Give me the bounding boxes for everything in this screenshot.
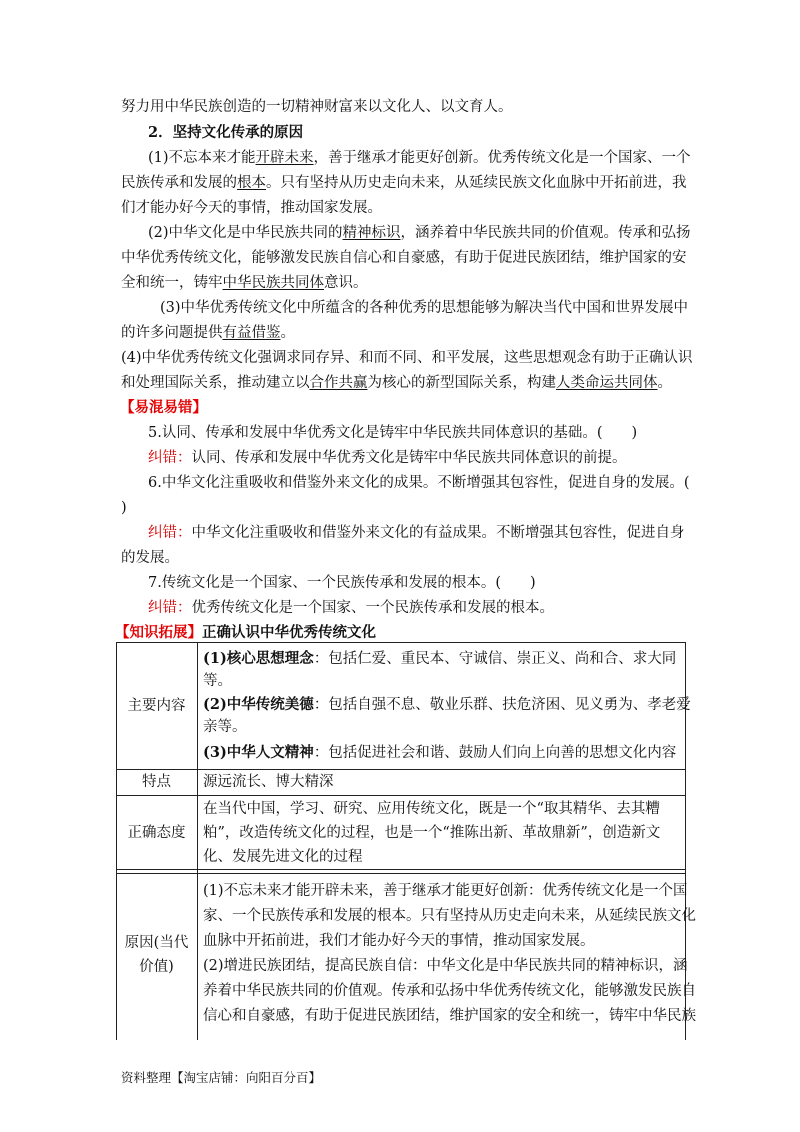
row-label-attitude: 正确态度: [127, 825, 186, 841]
reason-2-line-2: 中华优秀传统文化，能够激发民族自信心和自豪感，有助于促进民族团结，维护国家的安: [121, 250, 687, 266]
row-label-reasons-line-2: 价值): [139, 959, 174, 975]
reason-1-line-1: (1)不忘本来才能开辟未来，善于继承才能更好创新。优秀传统文化是一个国家、一个: [148, 150, 691, 166]
knowledge-table: [116, 642, 696, 1040]
intro-line: 努力用中华民族创造的一切精神财富来以文化人、以文育人。: [121, 99, 513, 115]
reasons-line-3: 血脉中开拓前进，我们才能办好今天的事情，推动国家发展。: [203, 933, 595, 949]
reasons-line-6: 信心和自豪感，有助于促进民族团结，维护国家的安全和统一，铸牢中华民族: [203, 1008, 696, 1024]
attitude-line-2: 粕”，改造传统文化的过程，也是一个“推陈出新、革故鼎新”，创造新文: [203, 825, 661, 841]
reason-4-line-1: (4)中华优秀传统文化强调求同存异、和而不同、和平发展，这些思想观念有助于正确认识: [121, 350, 693, 366]
row-label-main-content: 主要内容: [127, 698, 186, 714]
features-text: 源远流长、博大精深: [203, 774, 334, 790]
underlined-term: 合作共赢: [309, 375, 368, 391]
attitude-line-1: 在当代中国，学习、研究、应用传统文化，既是一个“取其精华、去其糟: [203, 801, 660, 817]
table-border: [116, 642, 686, 643]
question-5: 5.认同、传承和发展中华优秀文化是铸牢中华民族共同体意识的基础。( ): [148, 425, 638, 441]
correction-6-line-1: 纠错：中华文化注重吸收和借鉴外来文化的有益成果。不断增强其包容性，促进自身: [148, 525, 685, 541]
reason-4-line-2: 和处理国际关系，推动建立以合作共赢为核心的新型国际关系，构建人类命运共同体。: [121, 375, 672, 391]
underlined-term: 精神标识: [342, 225, 401, 241]
reason-1-line-2: 民族传承和发展的根本。只有坚持从历史走向未来，从延续民族文化血脉中开拓前进，我: [121, 175, 687, 191]
row-label-features: 特点: [142, 774, 171, 790]
underlined-term: 有益借鉴: [222, 325, 281, 341]
correction-7: 纠错：优秀传统文化是一个国家、一个民族传承和发展的根本。: [148, 600, 554, 616]
reason-3-line-2: 的许多问题提供有益借鉴。: [121, 325, 295, 341]
table-border: [116, 873, 686, 874]
main-content-item-1-line-1: (1)核心思想理念：包括仁爱、重民本、守诚信、崇正义、尚和合、求大同: [203, 650, 677, 667]
main-content-item-3-line-1: (3)中华人文精神：包括促进社会和谐、鼓励人们向上向善的思想文化内容: [203, 744, 677, 761]
underlined-term: 中华民族共同体: [222, 275, 324, 291]
section-title: 2．坚持文化传承的原因: [148, 124, 304, 141]
underlined-term: 开辟未来: [255, 150, 314, 166]
underlined-term: 根本: [237, 175, 266, 191]
correction-6-line-2: 的发展。: [121, 550, 179, 566]
table-border: [116, 869, 686, 870]
question-6-line-1: 6.中华文化注重吸收和借鉴外来文化的成果。不断增强其包容性，促进自身的发展。(: [148, 475, 690, 491]
row-label-reasons-line-1: 原因(当代: [124, 935, 189, 951]
correction-label: 纠错：: [148, 525, 192, 541]
reason-1-line-3: 们才能办好今天的事情，推动国家发展。: [121, 200, 382, 216]
reasons-line-5: 养着中华民族共同的价值观。传承和弘扬中华优秀传统文化，能够激发民族自: [203, 983, 696, 999]
reason-3-line-1: (3)中华优秀传统文化中所蕴含的各种优秀的思想能够为解决当代中国和世界发展中: [160, 300, 689, 316]
correction-5: 纠错：认同、传承和发展中华优秀文化是铸牢中华民族共同体意识的前提。: [148, 450, 627, 466]
reasons-line-1: (1)不忘未来才能开辟未来，善于继承才能更好创新：优秀传统文化是一个国: [203, 883, 688, 899]
confusion-heading: 【易混易错】: [120, 399, 207, 416]
main-content-item-2-line-1: (2)中华传统美德：包括自强不息、敬业乐群、扶危济困、见义勇为、孝老爱: [203, 696, 691, 713]
underlined-term: 人类命运共同体: [556, 375, 658, 391]
footer-source: 资料整理【淘宝店铺：向阳百分百】: [121, 1070, 322, 1085]
table-border: [116, 795, 686, 796]
attitude-line-3: 化、发展先进文化的过程: [203, 849, 363, 865]
question-6-line-2: ): [121, 500, 127, 516]
correction-label: 纠错：: [148, 600, 192, 616]
reason-2-line-1: (2)中华文化是中华民族共同的精神标识，涵养着中华民族共同的价值观。传承和弘扬: [148, 225, 691, 241]
table-border: [197, 642, 198, 1040]
correction-label: 纠错：: [148, 450, 192, 466]
reason-2-line-3: 全和统一，铸牢中华民族共同体意识。: [121, 275, 368, 291]
reasons-line-4: (2)增进民族团结，提高民族自信：中华文化是中华民族共同的精神标识，涵: [203, 958, 688, 974]
question-7: 7.传统文化是一个国家、一个民族传承和发展的根本。( ): [148, 575, 536, 591]
table-border: [116, 769, 686, 770]
extension-heading: 【知识拓展】正确认识中华优秀传统文化: [115, 624, 376, 641]
main-content-item-2-line-2: 亲等。: [203, 719, 247, 735]
reasons-line-2: 家、一个民族传承和发展的根本。只有坚持从历史走向未来，从延续民族文化: [203, 908, 696, 924]
extension-title: 正确认识中华优秀传统文化: [202, 624, 376, 641]
main-content-item-1-line-2: 等。: [203, 673, 232, 689]
